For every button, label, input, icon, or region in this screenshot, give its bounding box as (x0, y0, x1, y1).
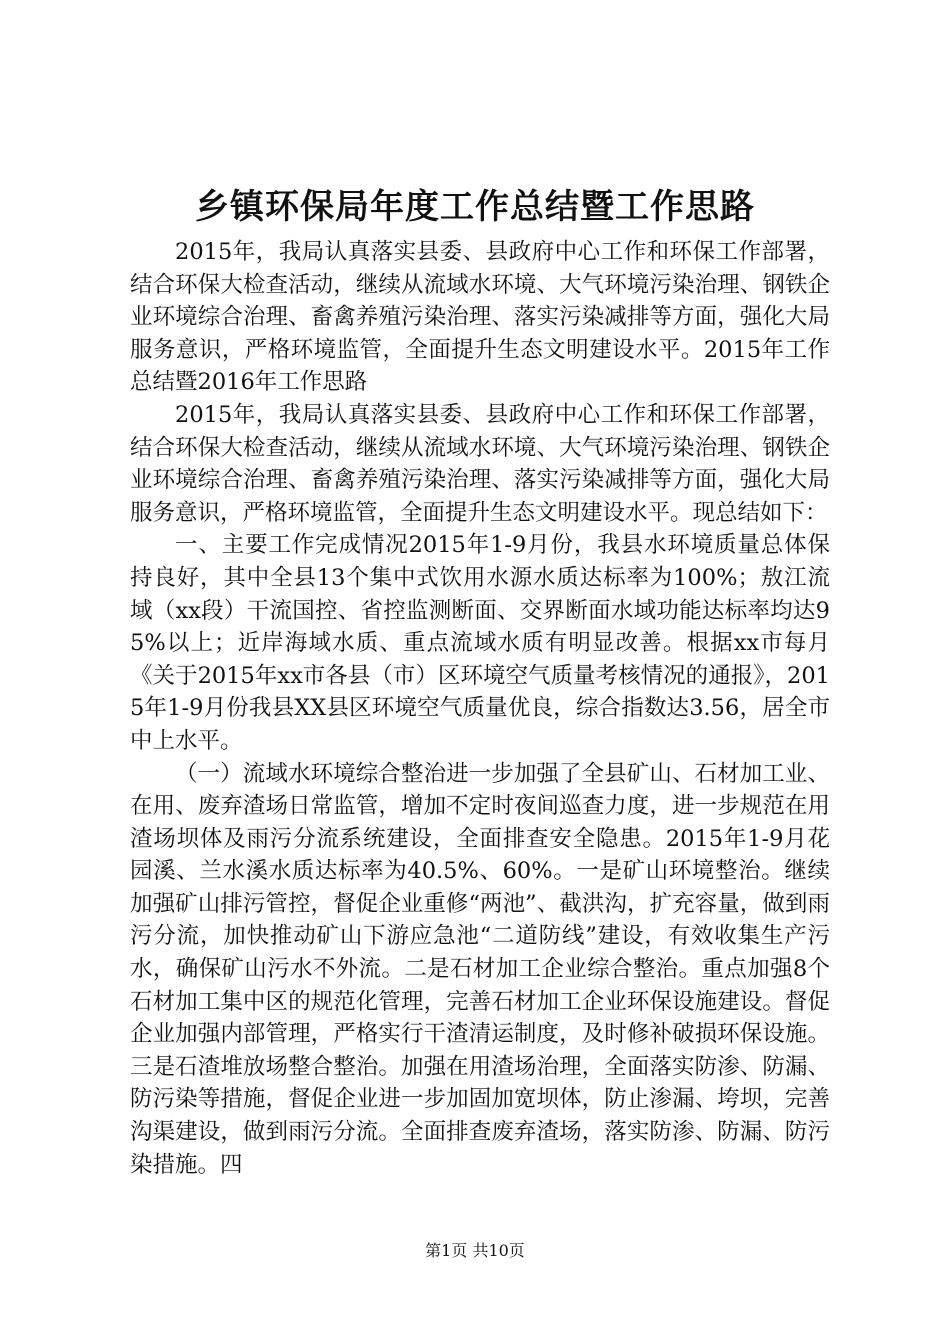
page-footer: 第1页 共10页 (425, 1241, 525, 1260)
paragraph-4: （一）流域水环境综合整治进一步加强了全县矿山、石材加工业、在用、废弃渣场日常监管，增加不定时夜间巡查力度，进一步规范在用渣场坝体及雨污分流系统建设，全面排查安全隐患。2015年1-9月花园溪、兰水溪水质达标率为40.5%、60%。一是矿山环境整治。继续加强矿山排污管控，督促企业重修“两池”、截洪沟，扩充容量，做到雨污分流，加快推动矿山下游应急池“二道防线”建设，有效收集生产污水，确保矿山污水不外流。二是石材加工企业综合整治。重点加强8个石材加工集中区的规范化管理，完善石材加工企业环保设施建设。督促企业加强内部管理，严格实行干渣清运制度，及时修补破损环保设施。三是石渣堆放场整合整治。加强在用渣场治理，全面落实防渗、防漏、防污染等措施，督促企业进一步加固加宽坝体，防止渗漏、垮坝，完善沟渠建设，做到雨污分流。全面排查废弃渣场，落实防渗、防漏、防污染措施。四 (130, 760, 830, 1178)
paragraph-2: 2015年，我局认真落实县委、县政府中心工作和环保工作部署，结合环保大检查活动，继续从流域水环境、大气环境污染治理、钢铁企业环境综合治理、畜禽养殖污染治理、落实污染减排等方面，强化大局服务意识，严格环境监管，全面提升生态文明建设水平。现总结如下： (130, 401, 830, 526)
document-title: 乡镇环保局年度工作总结暨工作思路 (195, 187, 755, 227)
paragraph-3: 一、主要工作完成情况2015年1-9月份，我县水环境质量总体保持良好，其中全县13个集中式饮用水源水质达标率为100%；敖江流域（xx段）干流国控、省控监测断面、交界断面水域功能达标率均达95%以上；近岸海域水质、重点流域水质有明显改善。根据xx市每月《关于2015年xx市各县（市）区环境空气质量考核情况的通报》，2015年1-9月份我县XX县区环境空气质量优良，综合指数达3.56，居全市中上水平。 (130, 532, 830, 754)
document-body (130, 236, 830, 1181)
paragraph-1: 2015年，我局认真落实县委、县政府中心工作和环保工作部署，结合环保大检查活动，继续从流域水环境、大气环境污染治理、钢铁企业环境综合治理、畜禽养殖污染治理、落实污染减排等方面，强化大局服务意识，严格环境监管，全面提升生态文明建设水平。2015年工作总结暨2016年工作思路 (130, 239, 830, 396)
